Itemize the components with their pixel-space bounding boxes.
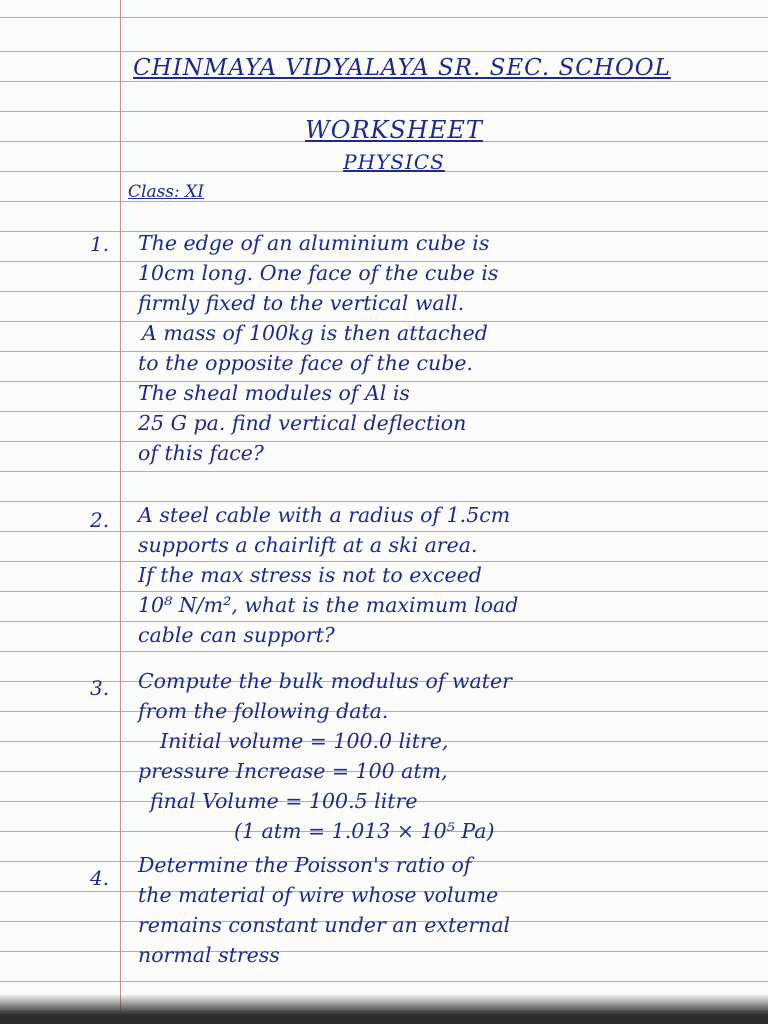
question-line: normal stress: [138, 943, 280, 967]
question-line: The sheal modules of Al is: [138, 381, 410, 405]
question-line: pressure Increase = 100 atm,: [138, 759, 448, 783]
class-label: Class: XI: [128, 182, 204, 202]
question-3: [138, 666, 743, 846]
question-4: [138, 850, 743, 970]
question-line: remains constant under an external: [138, 913, 511, 937]
school-name: CHINMAYA VIDYALAYA SR. SEC. SCHOOL: [133, 55, 671, 81]
page-bottom-edge: [0, 994, 768, 1024]
question-line: final Volume = 100.5 litre: [150, 789, 418, 813]
question-line: Determine the Poisson's ratio of: [138, 853, 472, 877]
question-line: of this face?: [138, 441, 264, 465]
question-line: The edge of an aluminium cube is: [138, 231, 490, 255]
question-line: A mass of 100kg is then attached: [142, 321, 488, 345]
question-line: 25 G pa. find vertical deflection: [138, 411, 467, 435]
question-line: cable can support?: [138, 623, 335, 647]
question-line: firmly fixed to the vertical wall.: [138, 291, 465, 315]
question-number: 1.: [90, 232, 110, 256]
question-line: A steel cable with a radius of 1.5cm: [138, 503, 511, 527]
subject-title: PHYSICS: [343, 150, 445, 174]
question-line: Initial volume = 100.0 litre,: [160, 729, 449, 753]
worksheet-title: WORKSHEET: [305, 116, 483, 144]
question-1: [138, 228, 743, 468]
question-line: 10⁸ N/m², what is the maximum load: [138, 593, 519, 617]
question-number: 3.: [90, 676, 110, 700]
question-line: supports a chairlift at a ski area.: [138, 533, 478, 557]
question-line: If the max stress is not to exceed: [138, 563, 482, 587]
question-number: 2.: [90, 508, 110, 532]
question-line: from the following data.: [138, 699, 389, 723]
question-line: Compute the bulk modulus of water: [138, 669, 512, 693]
question-number: 4.: [90, 866, 110, 890]
question-2: [138, 500, 743, 650]
question-line: (1 atm = 1.013 × 10⁵ Pa): [234, 819, 495, 843]
question-line: the material of wire whose volume: [138, 883, 499, 907]
question-line: to the opposite face of the cube.: [138, 351, 474, 375]
question-line: 10cm long. One face of the cube is: [138, 261, 499, 285]
